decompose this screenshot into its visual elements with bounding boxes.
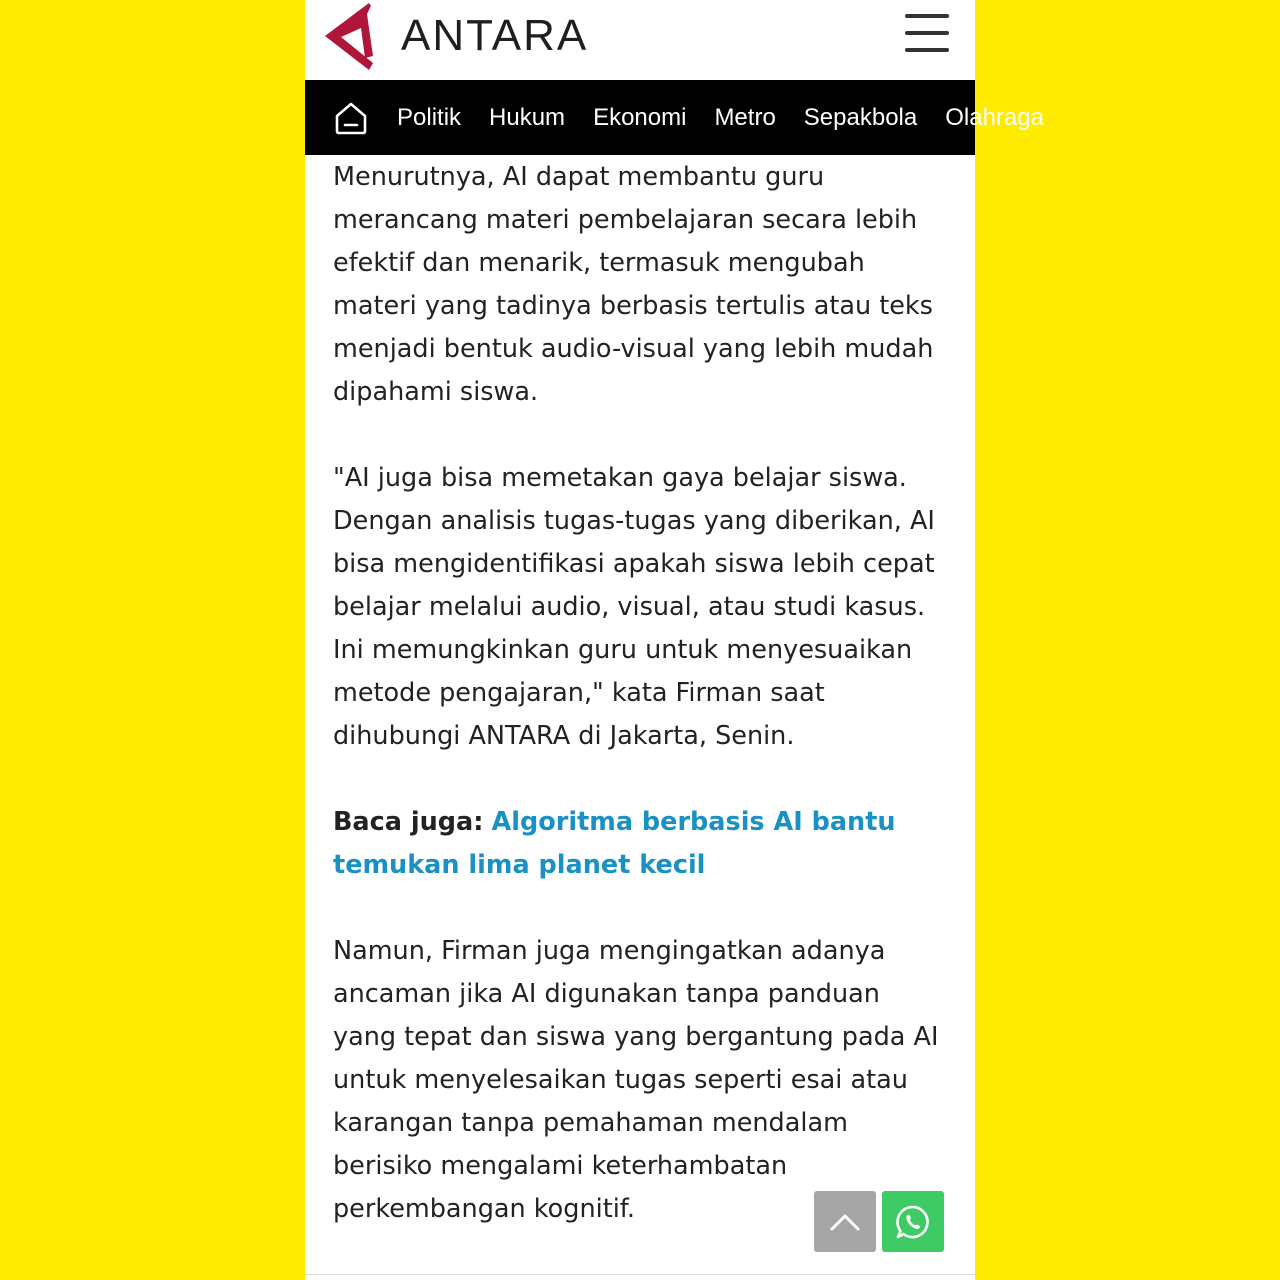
antara-logo[interactable]	[319, 0, 588, 72]
article-paragraph: Menurutnya, AI dapat membantu guru merancang materi pembelajaran secara lebih efektif dan menarik, termasuk mengubah materi yang tadinya berbasis tertulis atau teks menjadi bentuk audio-visual yang lebih mudah dipahami siswa.	[333, 162, 934, 407]
article-paragraph: Namun, Firman juga mengingatkan adanya ancaman jika AI digunakan tanpa panduan yang tepat dan siswa yang bergantung pada AI untuk menyelesaikan tugas seperti esai atau karangan tanpa pemahaman mendalam berisiko mengalami keterhambatan perkembangan kognitif.	[333, 936, 939, 1224]
nav-item-sepakbola[interactable]: Sepakbola	[803, 103, 918, 131]
nav-item-politik[interactable]: Politik	[397, 103, 462, 131]
bottom-divider	[305, 1274, 975, 1275]
nav-item-ekonomi[interactable]: Ekonomi	[593, 103, 687, 131]
nav-item-olahraga[interactable]: Olahraga	[945, 103, 1044, 131]
brand-name: ANTARA	[401, 11, 589, 60]
baca-juga-link[interactable]: Algoritma berbasis AI bantu temukan lima planet kecil	[333, 807, 896, 880]
whatsapp-icon	[894, 1203, 932, 1241]
site-header	[305, 0, 975, 80]
category-nav	[305, 80, 1044, 155]
hamburger-menu-icon[interactable]	[905, 14, 949, 54]
antara-logo-mark-icon	[319, 0, 389, 72]
menu-line-icon	[905, 14, 949, 18]
article-paragraph: "AI juga bisa memetakan gaya belajar siswa. Dengan analisis tugas-tugas yang diberikan, AI bisa mengidentifikasi apakah siswa lebih cepat belajar melalui audio, visual, atau studi kasus. Ini memungkinkan guru untuk menyesuaikan metode pengajaran," kata Firman saat dihubungi ANTARA di Jakarta, Senin.	[333, 463, 935, 751]
nav-item-metro[interactable]: Metro	[714, 103, 776, 131]
menu-line-icon	[905, 48, 949, 52]
baca-juga-label: Baca juga:	[333, 807, 484, 837]
phone-screen	[305, 0, 1044, 1280]
home-icon[interactable]	[333, 100, 369, 136]
menu-line-icon	[905, 31, 949, 35]
nav-item-hukum[interactable]: Hukum	[489, 103, 566, 131]
scroll-to-top-button[interactable]	[814, 1191, 876, 1252]
whatsapp-share-button[interactable]	[882, 1191, 944, 1252]
baca-juga-block	[333, 801, 947, 887]
chevron-up-icon	[829, 1212, 861, 1232]
article-body	[333, 156, 947, 1274]
